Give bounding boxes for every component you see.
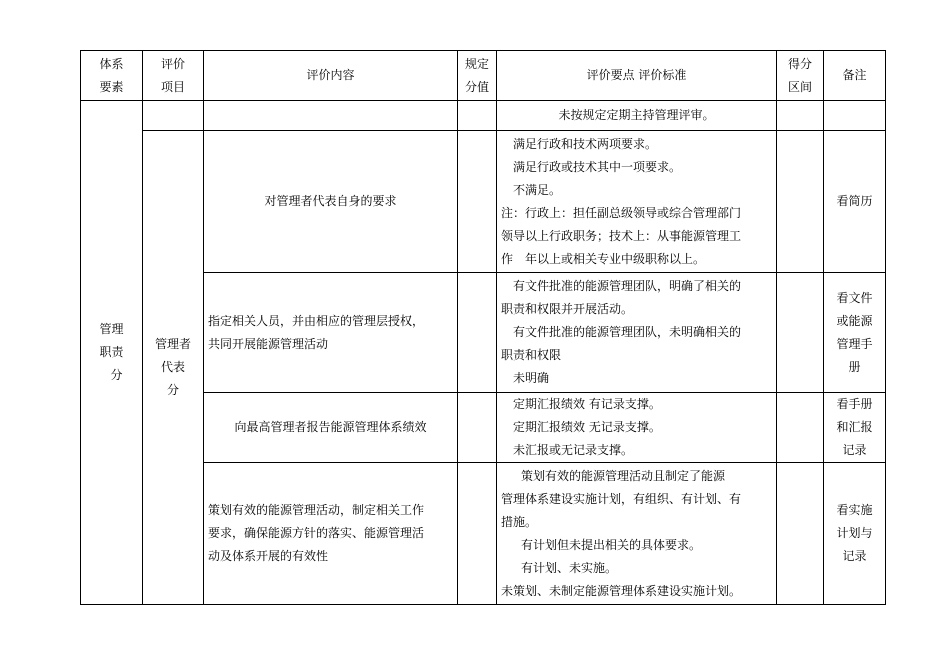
note-cell: 看实施 计划与 记录 [824,463,886,605]
score-cell [458,393,497,463]
range-cell [777,101,824,131]
table-row [81,131,886,273]
header-item: 评价 项目 [143,51,204,101]
criteria-cell: 有文件批准的能源管理团队，明确了相关的 职责和权限并开展活动。 有文件批准的能源管理团队，未明确相关的 职责和权限 未明确 [497,273,777,393]
note-cell-empty [824,101,886,131]
range-cell [777,273,824,393]
score-cell [458,131,497,273]
item-cell-empty [143,101,204,131]
note-cell: 看简历 [824,131,886,273]
range-cell [777,393,824,463]
criteria-cell: 未按规定定期主持管理评审。 [497,101,777,131]
range-cell [777,131,824,273]
header-criteria: 评价要点 评价标准 [497,51,777,101]
content-cell: 策划有效的能源管理活动，制定相关工作 要求，确保能源方针的落实、能源管理活 动及体系开展的有效性 [204,463,458,605]
note-cell: 看手册 和汇报 记录 [824,393,886,463]
score-cell [458,101,497,131]
item-cell: 管理者 代表 分 [143,131,204,605]
header-row [81,51,886,101]
note-cell: 看文件 或能源 管理手 册 [824,273,886,393]
score-cell [458,273,497,393]
criteria-cell: 定期汇报绩效 有记录支撑。 定期汇报绩效 无记录支撑。 未汇报或无记录支撑。 [497,393,777,463]
range-cell [777,463,824,605]
criteria-cell: 满足行政和技术两项要求。 满足行政或技术其中一项要求。 不满足。 注：行政上：担任副总级领导或综合管理部门 领导以上行政职务；技术上：从事能源管理工 作 年以上或相关专业中级职称以上。 [497,131,777,273]
content-cell: 指定相关人员，并由相应的管理层授权， 共同开展能源管理活动 [204,273,458,393]
content-cell-empty [204,101,458,131]
element-cell: 管理 职责 分 [81,101,143,605]
evaluation-table [80,50,886,605]
content-cell: 向最高管理者报告能源管理体系绩效 [204,393,458,463]
content-cell: 对管理者代表自身的要求 [204,131,458,273]
header-range: 得分 区间 [777,51,824,101]
header-element: 体系 要素 [81,51,143,101]
criteria-cell: 策划有效的能源管理活动且制定了能源 管理体系建设实施计划，有组织、有计划、有 措施。 有计划但未提出相关的具体要求。 有计划、未实施。 未策划、未制定能源管理体系建设实施计划。 [497,463,777,605]
score-cell [458,463,497,605]
table-row [81,101,886,131]
header-content: 评价内容 [204,51,458,101]
header-score: 规定 分值 [458,51,497,101]
header-note: 备注 [824,51,886,101]
